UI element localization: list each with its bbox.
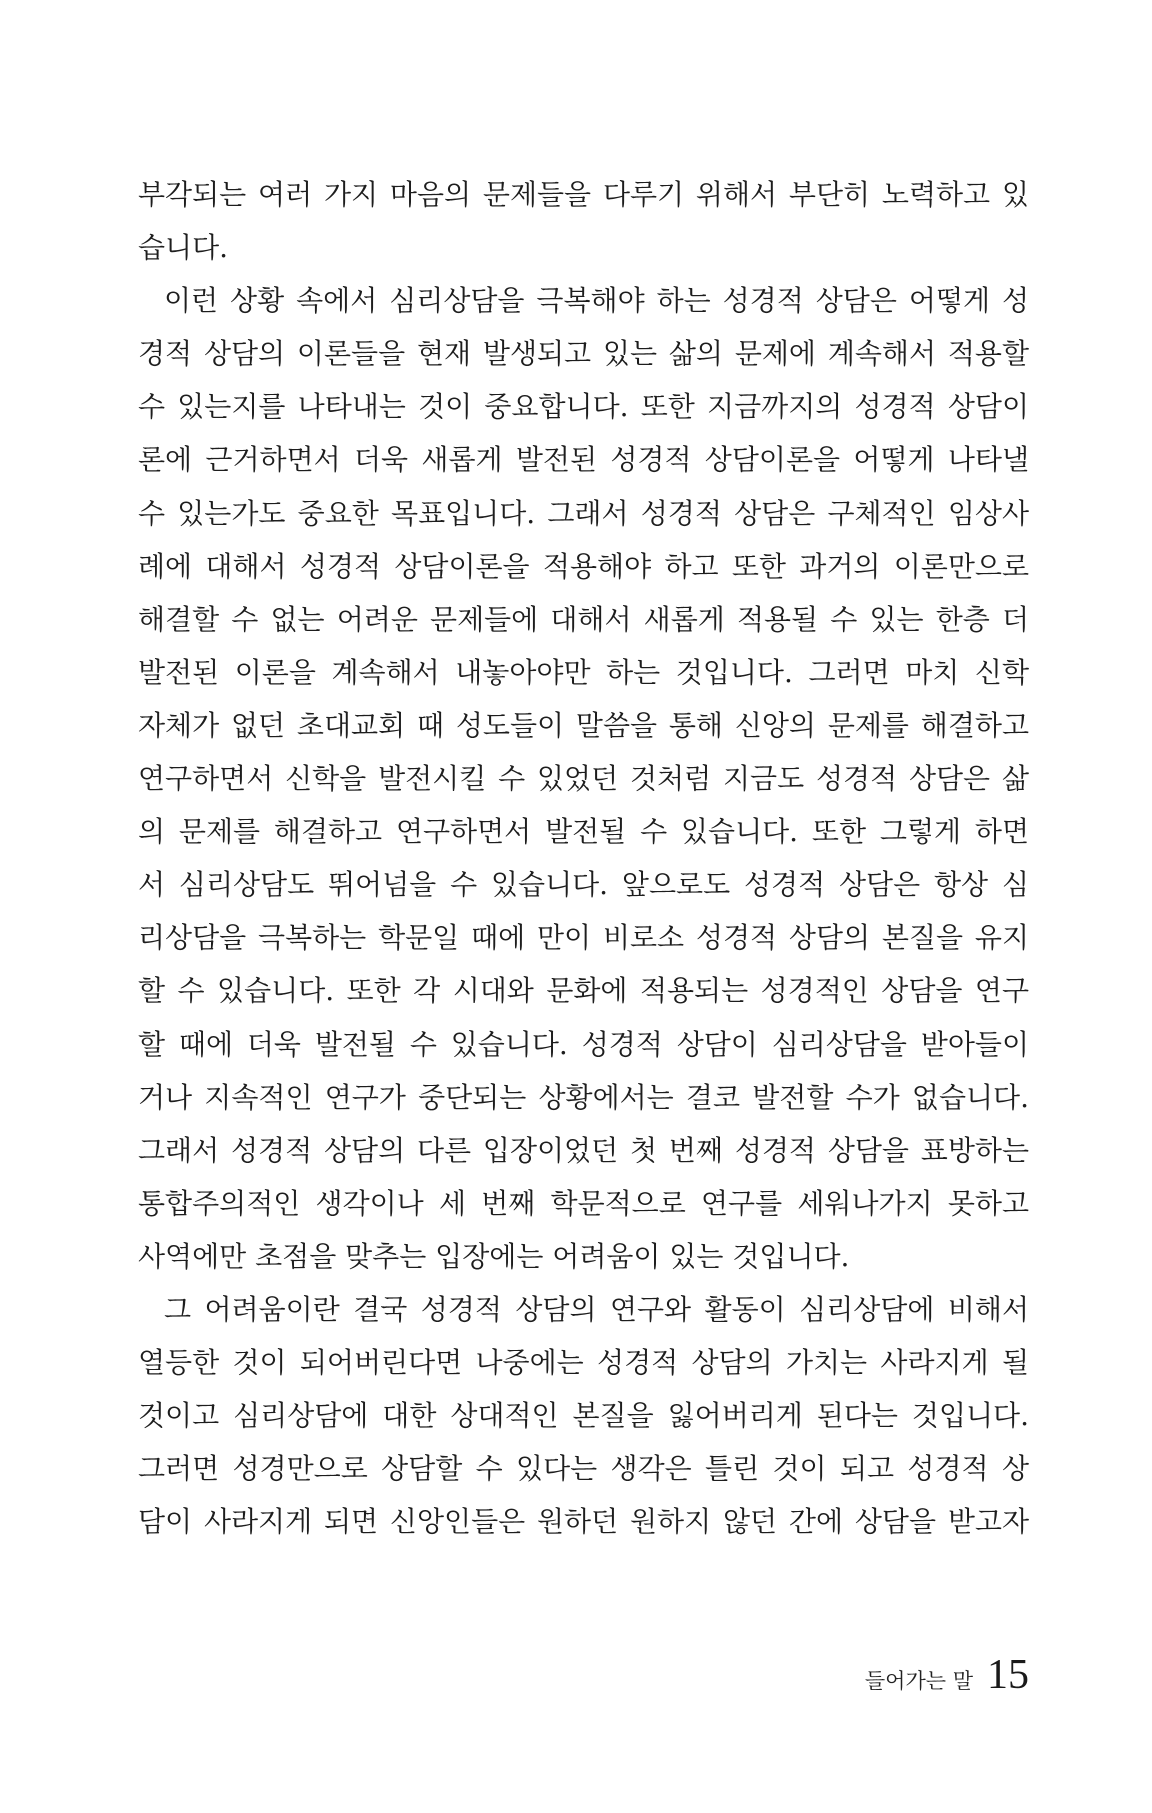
text-line: 연구하면서 신학을 발전시킬 수 있었던 것처럼 지금도 성경적 상담은 삶 [138, 762, 1029, 796]
text-line: 수 있는지를 나타내는 것이 중요합니다. 또한 지금까지의 성경적 상담이 [138, 390, 1029, 424]
text-line: 열등한 것이 되어버린다면 나중에는 성경적 상담의 가치는 사라지게 될 [138, 1346, 1029, 1380]
text-line: 것이고 심리상담에 대한 상대적인 본질을 잃어버리게 된다는 것입니다. [138, 1399, 1029, 1433]
text-line: 그래서 성경적 상담의 다른 입장이었던 첫 번째 성경적 상담을 표방하는 [138, 1133, 1029, 1167]
text-line: 할 수 있습니다. 또한 각 시대와 문화에 적용되는 성경적인 상담을 연구 [138, 974, 1029, 1008]
text-line: 서 심리상담도 뛰어넘을 수 있습니다. 앞으로도 성경적 상담은 항상 심 [138, 868, 1029, 902]
page-number: 15 [987, 1652, 1029, 1698]
text-line: 발전된 이론을 계속해서 내놓아야만 하는 것입니다. 그러면 마치 신학 [138, 655, 1029, 689]
text-line: 부각되는 여러 가지 마음의 문제들을 다루기 위해서 부단히 노력하고 있 [138, 178, 1029, 211]
text-line: 론에 근거하면서 더욱 새롭게 발전된 성경적 상담이론을 어떻게 나타낼 [138, 443, 1029, 477]
text-line: 습니다. [138, 231, 229, 265]
text-line: 해결할 수 없는 어려운 문제들에 대해서 새롭게 적용될 수 있는 한층 더 [138, 602, 1029, 636]
text-line: 할 때에 더욱 발전될 수 있습니다. 성경적 상담이 심리상담을 받아들이 [138, 1027, 1029, 1061]
text-line: 경적 상담의 이론들을 현재 발생되고 있는 삶의 문제에 계속해서 적용할 [138, 337, 1029, 371]
running-footer-title: 들어가는 말 [864, 1669, 973, 1693]
body-text [138, 168, 1029, 1548]
text-line: 담이 사라지게 되면 신앙인들은 원하던 원하지 않던 간에 상담을 받고자 [138, 1505, 1029, 1539]
page-footer [865, 1651, 1029, 1699]
text-line: 리상담을 극복하는 학문일 때에 만이 비로소 성경적 상담의 본질을 유지 [138, 921, 1029, 955]
text-line: 통합주의적인 생각이나 세 번째 학문적으로 연구를 세워나가지 못하고 [138, 1186, 1029, 1220]
text-line: 의 문제를 해결하고 연구하면서 발전될 수 있습니다. 또한 그렇게 하면 [138, 815, 1029, 849]
text-line: 사역에만 초점을 맞추는 입장에는 어려움이 있는 것입니다. [138, 1239, 850, 1273]
text-line: 이런 상황 속에서 심리상담을 극복해야 하는 성경적 상담은 어떻게 성 [164, 284, 1029, 318]
text-line: 그 어려움이란 결국 성경적 상담의 연구와 활동이 심리상담에 비해서 [164, 1292, 1029, 1326]
text-line: 자체가 없던 초대교회 때 성도들이 말씀을 통해 신앙의 문제를 해결하고 [138, 708, 1029, 742]
text-line: 수 있는가도 중요한 목표입니다. 그래서 성경적 상담은 구체적인 임상사 [138, 496, 1029, 530]
text-line: 거나 지속적인 연구가 중단되는 상황에서는 결코 발전할 수가 없습니다. [138, 1080, 1029, 1114]
text-line: 그러면 성경만으로 상담할 수 있다는 생각은 틀린 것이 되고 성경적 상 [138, 1452, 1029, 1486]
text-line: 례에 대해서 성경적 상담이론을 적용해야 하고 또한 과거의 이론만으로 [138, 549, 1029, 583]
